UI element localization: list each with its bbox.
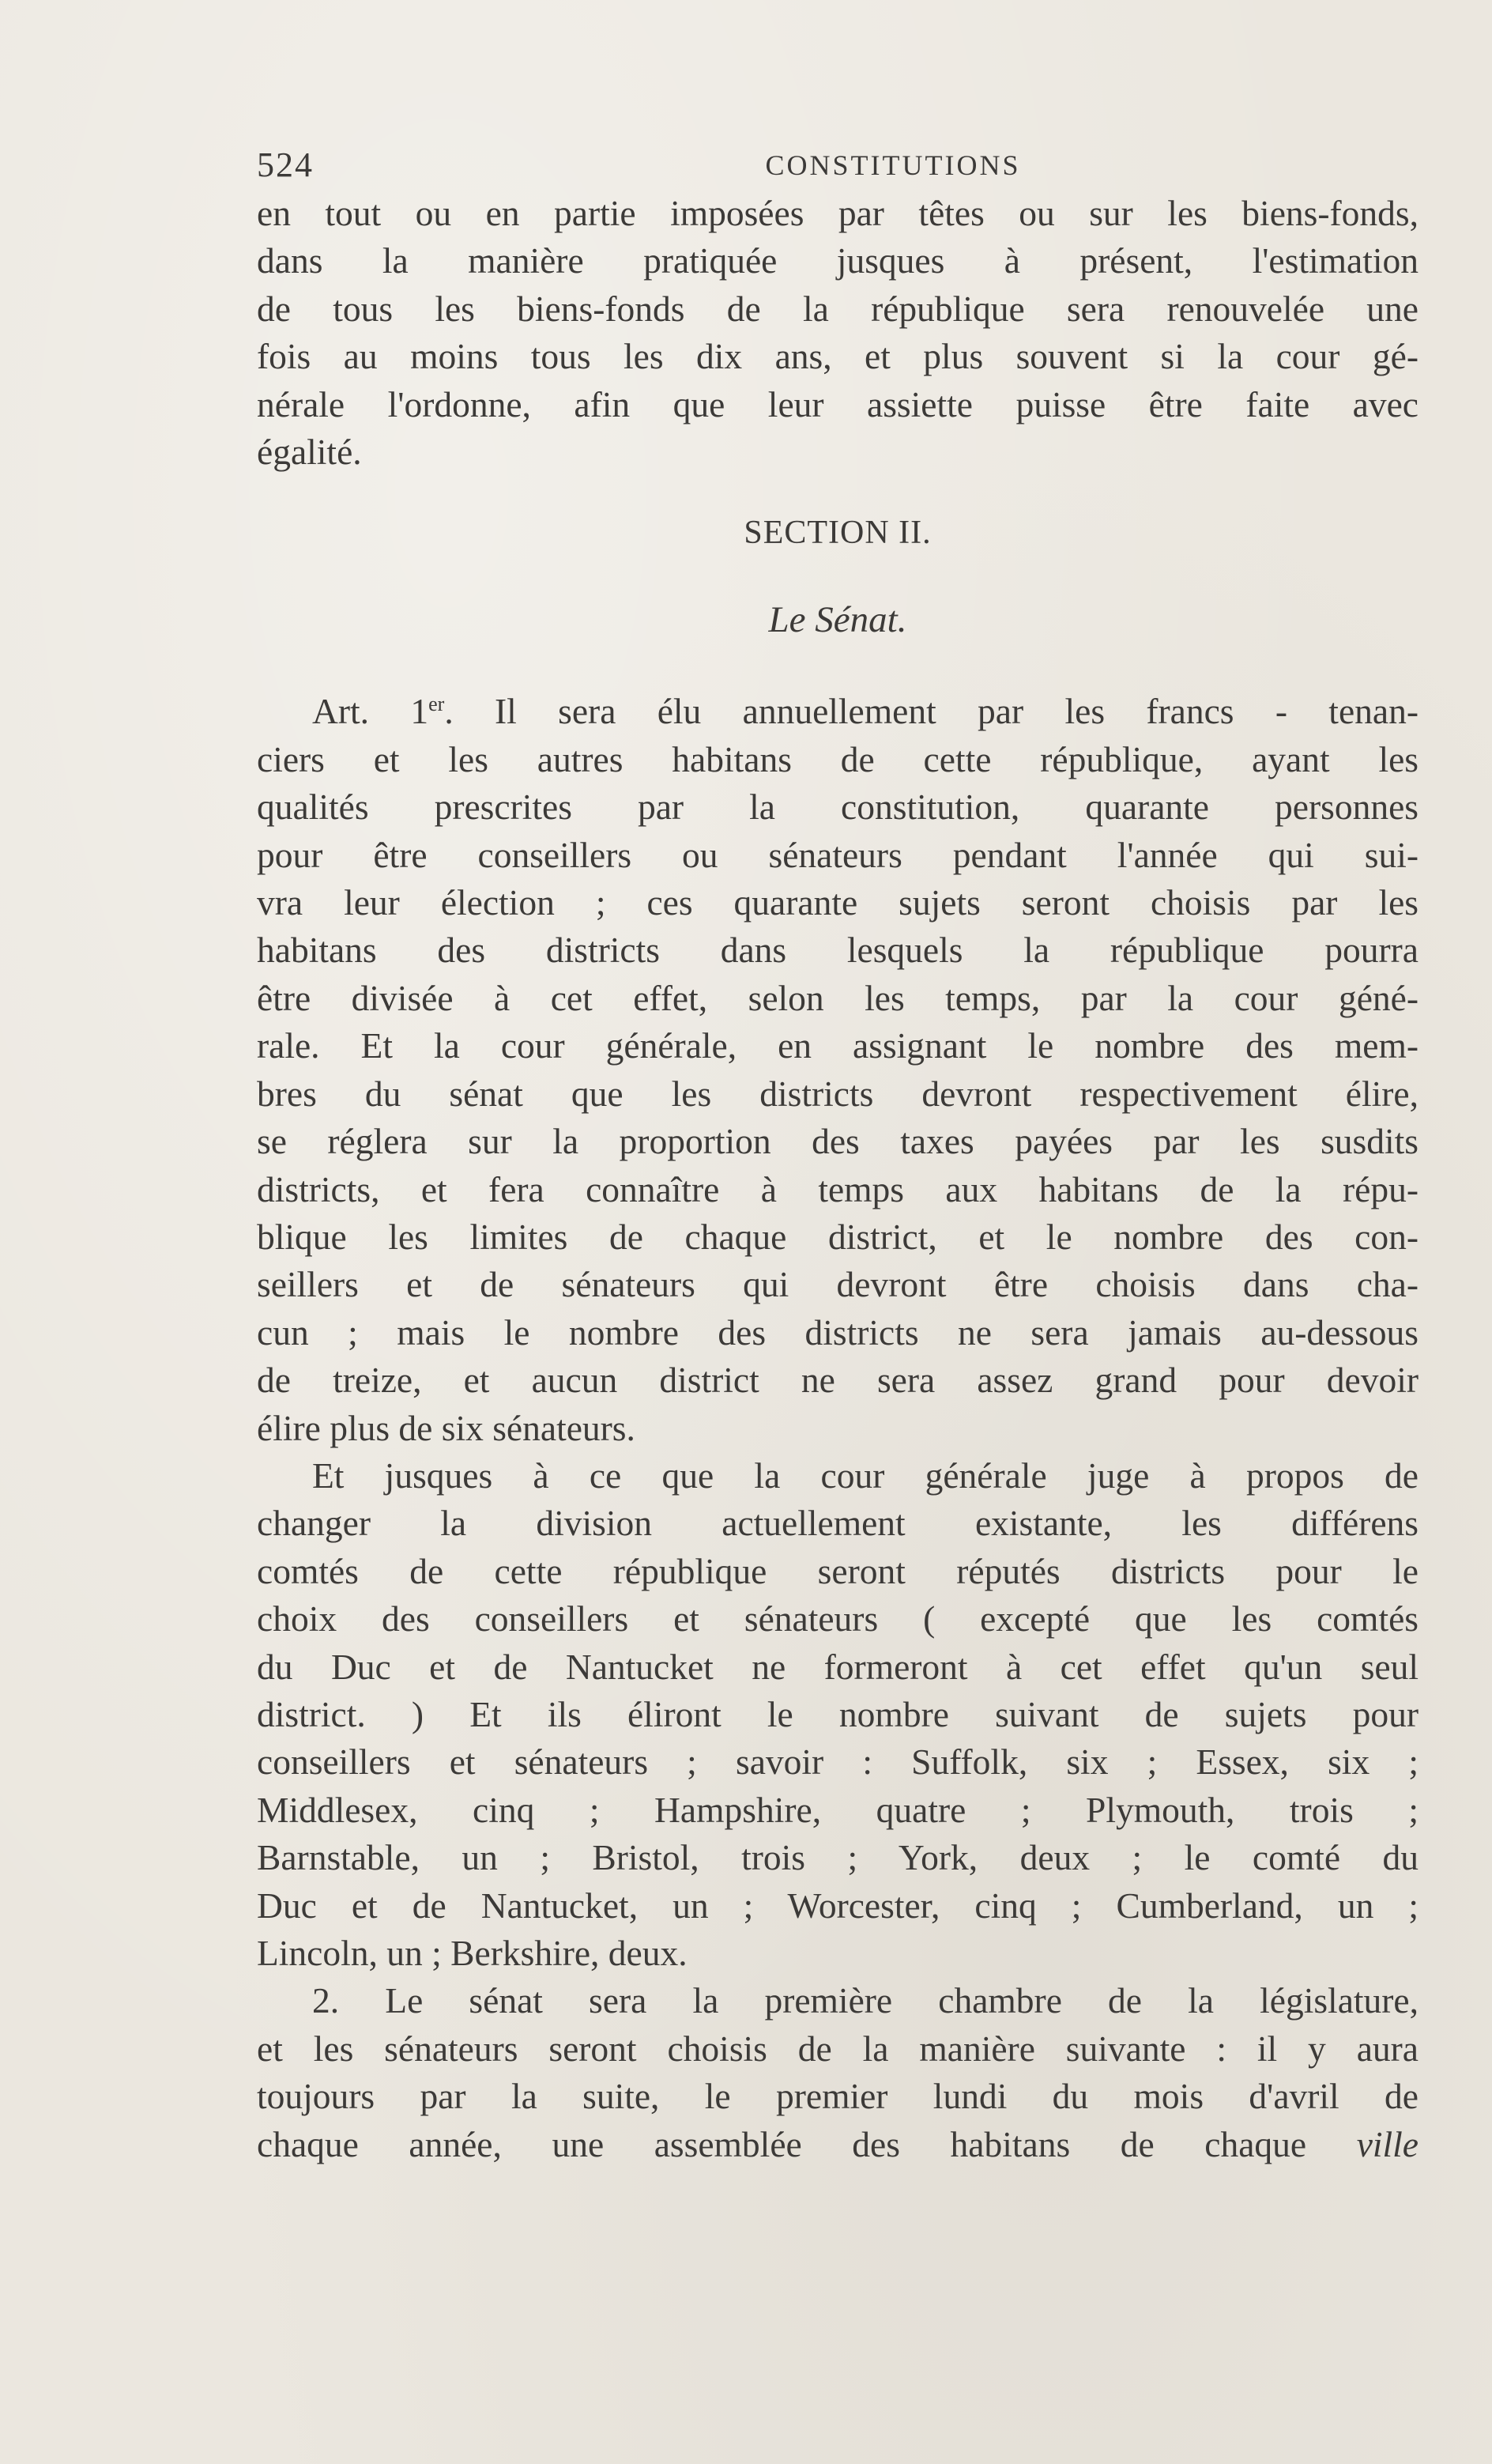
text-line: de tous les biens-fonds de la république sera renouvelée une	[257, 288, 1419, 329]
article-number: 1	[410, 691, 429, 732]
text-line: ciers et les autres habitans de cette république, ayant les	[257, 738, 1419, 779]
text-line: Lincoln, un ; Berkshire, deux.	[257, 1933, 688, 1973]
text-line: en tout ou en partie imposées par têtes ou sur les biens-fonds,	[257, 193, 1419, 233]
running-head: CONSTITUTIONS	[765, 149, 1021, 181]
text-line: district. ) Et ils éliront le nombre suivant de sujets pour	[257, 1693, 1419, 1734]
text-line: choix des conseillers et sénateurs ( excepté que les comtés	[257, 1598, 1419, 1640]
text-line: Barnstable, un ; Bristol, trois ; York, deux ; le comté du	[257, 1837, 1419, 1878]
text-line: cun ; mais le nombre des districts ne sera jamais au-dessous	[257, 1311, 1419, 1353]
text-line: être divisée à cet effet, selon les temps, par la cour géné-	[257, 977, 1419, 1018]
text-line: Et jusques à ce que la cour générale juge à propos de	[312, 1455, 1419, 1496]
article-first-line-text: . Il sera élu annuellement par les francs - tenan-	[444, 691, 1419, 732]
article-2-first-line	[257, 1977, 1419, 2024]
text-line: toujours par la suite, le premier lundi du mois d'avril de	[257, 2076, 1419, 2117]
text-line: nérale l'ordonne, afin que leur assiette puisse être faite avec	[257, 383, 1419, 425]
text-line: comtés de cette république seront réputés districts pour le	[257, 1550, 1419, 1591]
text-line: se réglera sur la proportion des taxes payées par les susdits	[257, 1121, 1419, 1162]
opening-paragraph	[257, 190, 1419, 476]
text-line: Duc et de Nantucket, un ; Worcester, cinq ; Cumberland, un ;	[257, 1885, 1419, 1926]
text-line: Middlesex, cinq ; Hampshire, quatre ; Plymouth, trois ;	[257, 1789, 1419, 1830]
text-line: de treize, et aucun district ne sera assez grand pour devoir	[257, 1360, 1419, 1401]
article-2-last-line	[257, 2121, 1419, 2168]
text-line: changer la division actuellement existante, les différens	[257, 1503, 1419, 1544]
page-number: 524	[257, 145, 314, 184]
text-line: rale. Et la cour générale, en assignant le nombre des mem-	[257, 1025, 1419, 1066]
text-line: conseillers et sénateurs ; savoir : Suffolk, six ; Essex, six ;	[257, 1741, 1419, 1783]
section-subtitle: Le Sénat.	[768, 599, 907, 641]
text-line: dans la manière pratiquée jusques à présent, l'estimation	[257, 240, 1419, 281]
text-line: pour être conseillers ou sénateurs pendant l'année qui sui-	[257, 834, 1419, 875]
article-label: Art.	[312, 691, 370, 732]
text-line: districts, et fera connaître à temps aux habitans de la répu-	[257, 1168, 1419, 1209]
article-number: 2.	[312, 1980, 340, 2021]
text-line: habitans des districts dans lesquels la république pourra	[257, 930, 1419, 971]
text-line: vra leur élection ; ces quarante sujets seront choisis par les	[257, 882, 1419, 923]
article-1-first-line	[257, 688, 1419, 735]
page-header	[257, 141, 1419, 190]
text-line: bres du sénat que les districts devront respectivement élire,	[257, 1073, 1419, 1114]
text-line: du Duc et de Nantucket ne formeront à cet effet qu'un seul	[257, 1646, 1419, 1687]
text-line: élire plus de six sénateurs.	[257, 1407, 635, 1448]
section-heading: SECTION II.	[744, 515, 932, 552]
article-number-superscript: er	[428, 692, 445, 716]
article-1-paragraph	[257, 688, 1419, 1452]
spacer	[257, 643, 1419, 688]
article-first-line-text: Le sénat sera la première chambre de la législature,	[385, 1980, 1419, 2021]
italic-word: ville	[1356, 2123, 1419, 2164]
text-line: qualités prescrites par la constitution, quarante personnes	[257, 787, 1419, 828]
text-line: et les sénateurs seront choisis de la manière suivante : il y aura	[257, 2028, 1419, 2069]
text-line: égalité.	[257, 432, 362, 473]
text-segment: chaque année, une assemblée des habitans de chaque	[257, 2123, 1307, 2164]
article-1-continued-paragraph	[257, 1452, 1419, 1977]
text-line: blique les limites de chaque district, et le nombre des con-	[257, 1216, 1419, 1257]
text-line: seillers et de sénateurs qui devront être choisis dans cha-	[257, 1264, 1419, 1305]
article-2-paragraph	[257, 1977, 1419, 2168]
text-line: fois au moins tous les dix ans, et plus souvent si la cour gé-	[257, 336, 1419, 377]
text-column	[257, 141, 1419, 2168]
